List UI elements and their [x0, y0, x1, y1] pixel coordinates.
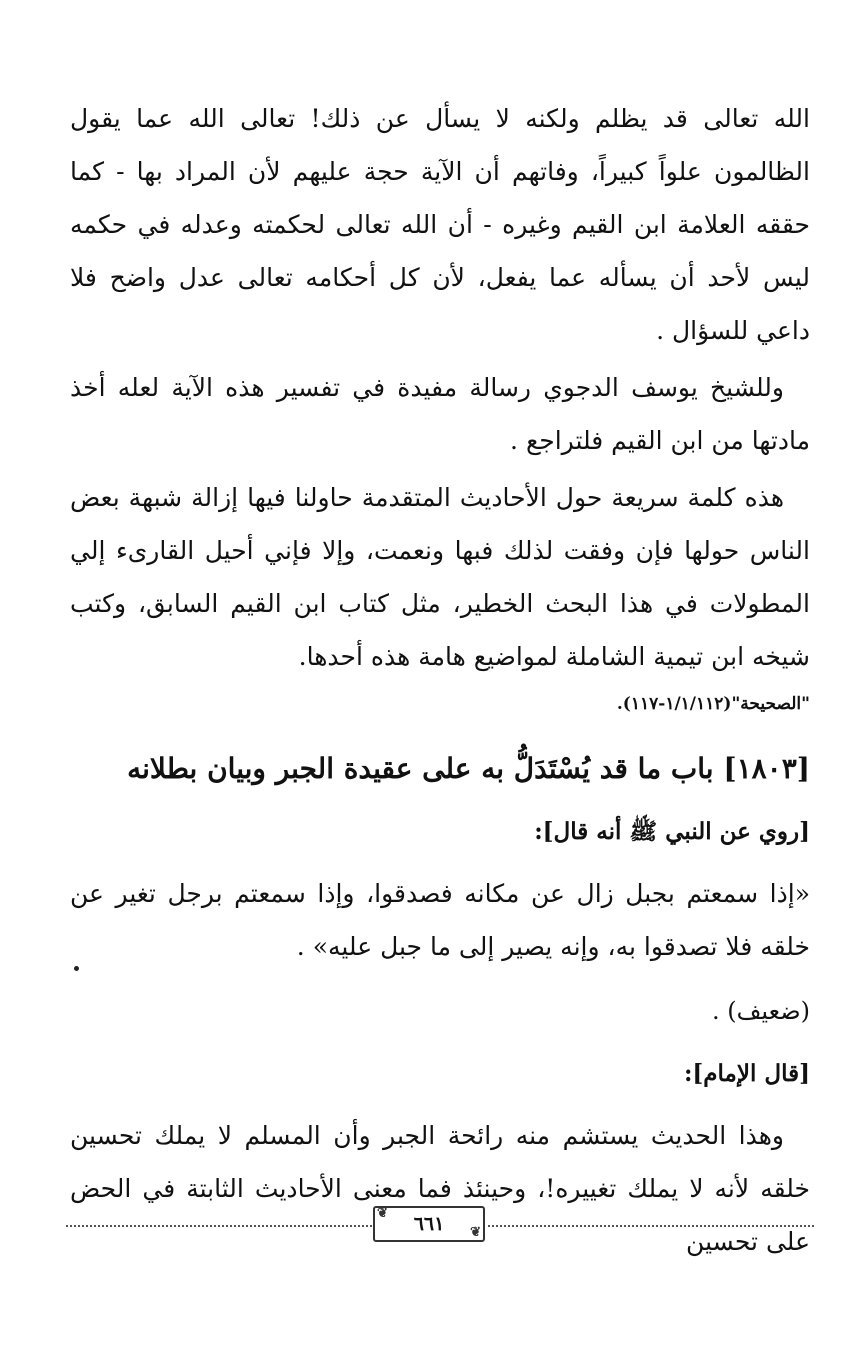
imam-commentary: وهذا الحديث يستشم منه رائحة الجبر وأن المسلم لا يملك تحسين خلقه لأنه لا يملك تغييره!، وحينئذ فما معنى الأحاديث الثابتة في الحض على تحسين [70, 1121, 810, 1256]
page-body [70, 92, 810, 1268]
chapter-heading: [١٨٠٣] باب ما قد يُسْتَدَلُّ به على عقيدة الجبر وبيان بطلانه [127, 752, 810, 785]
paragraph-dajawi-note: وللشيخ يوسف الدجوي رسالة مفيدة في تفسير هذه الآية لعله أخذ مادتها من ابن القيم فلتراجع . [70, 373, 810, 455]
paragraph-closing-remark: هذه كلمة سريعة حول الأحاديث المتقدمة حاولنا فيها إزالة شبهة بعض الناس حولها فإن وفقت لذلك فبها ونعمت، وإلا فإني أحيل القارىء إلي المطولات في هذا البحث الخطير، مثل كتاب ابن القيم السابق، وكتب شيخه ابن تيمية الشاملة لمواضيع هامة هذه أحدها. [70, 483, 810, 671]
ornament-icon: ❦ [377, 1206, 388, 1221]
hadith-text: «إذا سمعتم بجبل زال عن مكانه فصدقوا، وإذا سمعتم برجل تغير عن خلقه فلا تصدقوا به، وإنه يصير إلى ما جبل عليه» . [70, 879, 810, 961]
imam-label: [قال الإمام]: [683, 1060, 810, 1087]
ornament-icon: ❦ [470, 1225, 481, 1240]
hadith-grade: (ضعيف) . [711, 997, 810, 1025]
narration-label: [روي عن النبي ﷺ أنه قال]: [534, 818, 810, 845]
footer-divider-left [66, 1225, 372, 1227]
footer-divider-right [488, 1225, 814, 1227]
paragraph-intro-explanation: الله تعالى قد يظلم ولكنه لا يسأل عن ذلك! تعالى الله عما يقول الظالمون علواً كبيراً، وفاتهم أن الآية حجة عليهم لأن المراد بها - كما حققه العلامة ابن القيم وغيره - أن الله تعالى لحكمته وعدله في حكمه ليس لأحد أن يسأله عما يفعل، لأن كل أحكامه تعالى عدل واضح فلا داعي للسؤال . [70, 104, 810, 345]
page-number: ٦٦١ [413, 1213, 445, 1235]
reference-citation: "الصحيحة"(١/١/١١٢-١١٧). [616, 694, 810, 714]
page-number-frame [373, 1206, 485, 1242]
stray-mark [74, 966, 79, 971]
